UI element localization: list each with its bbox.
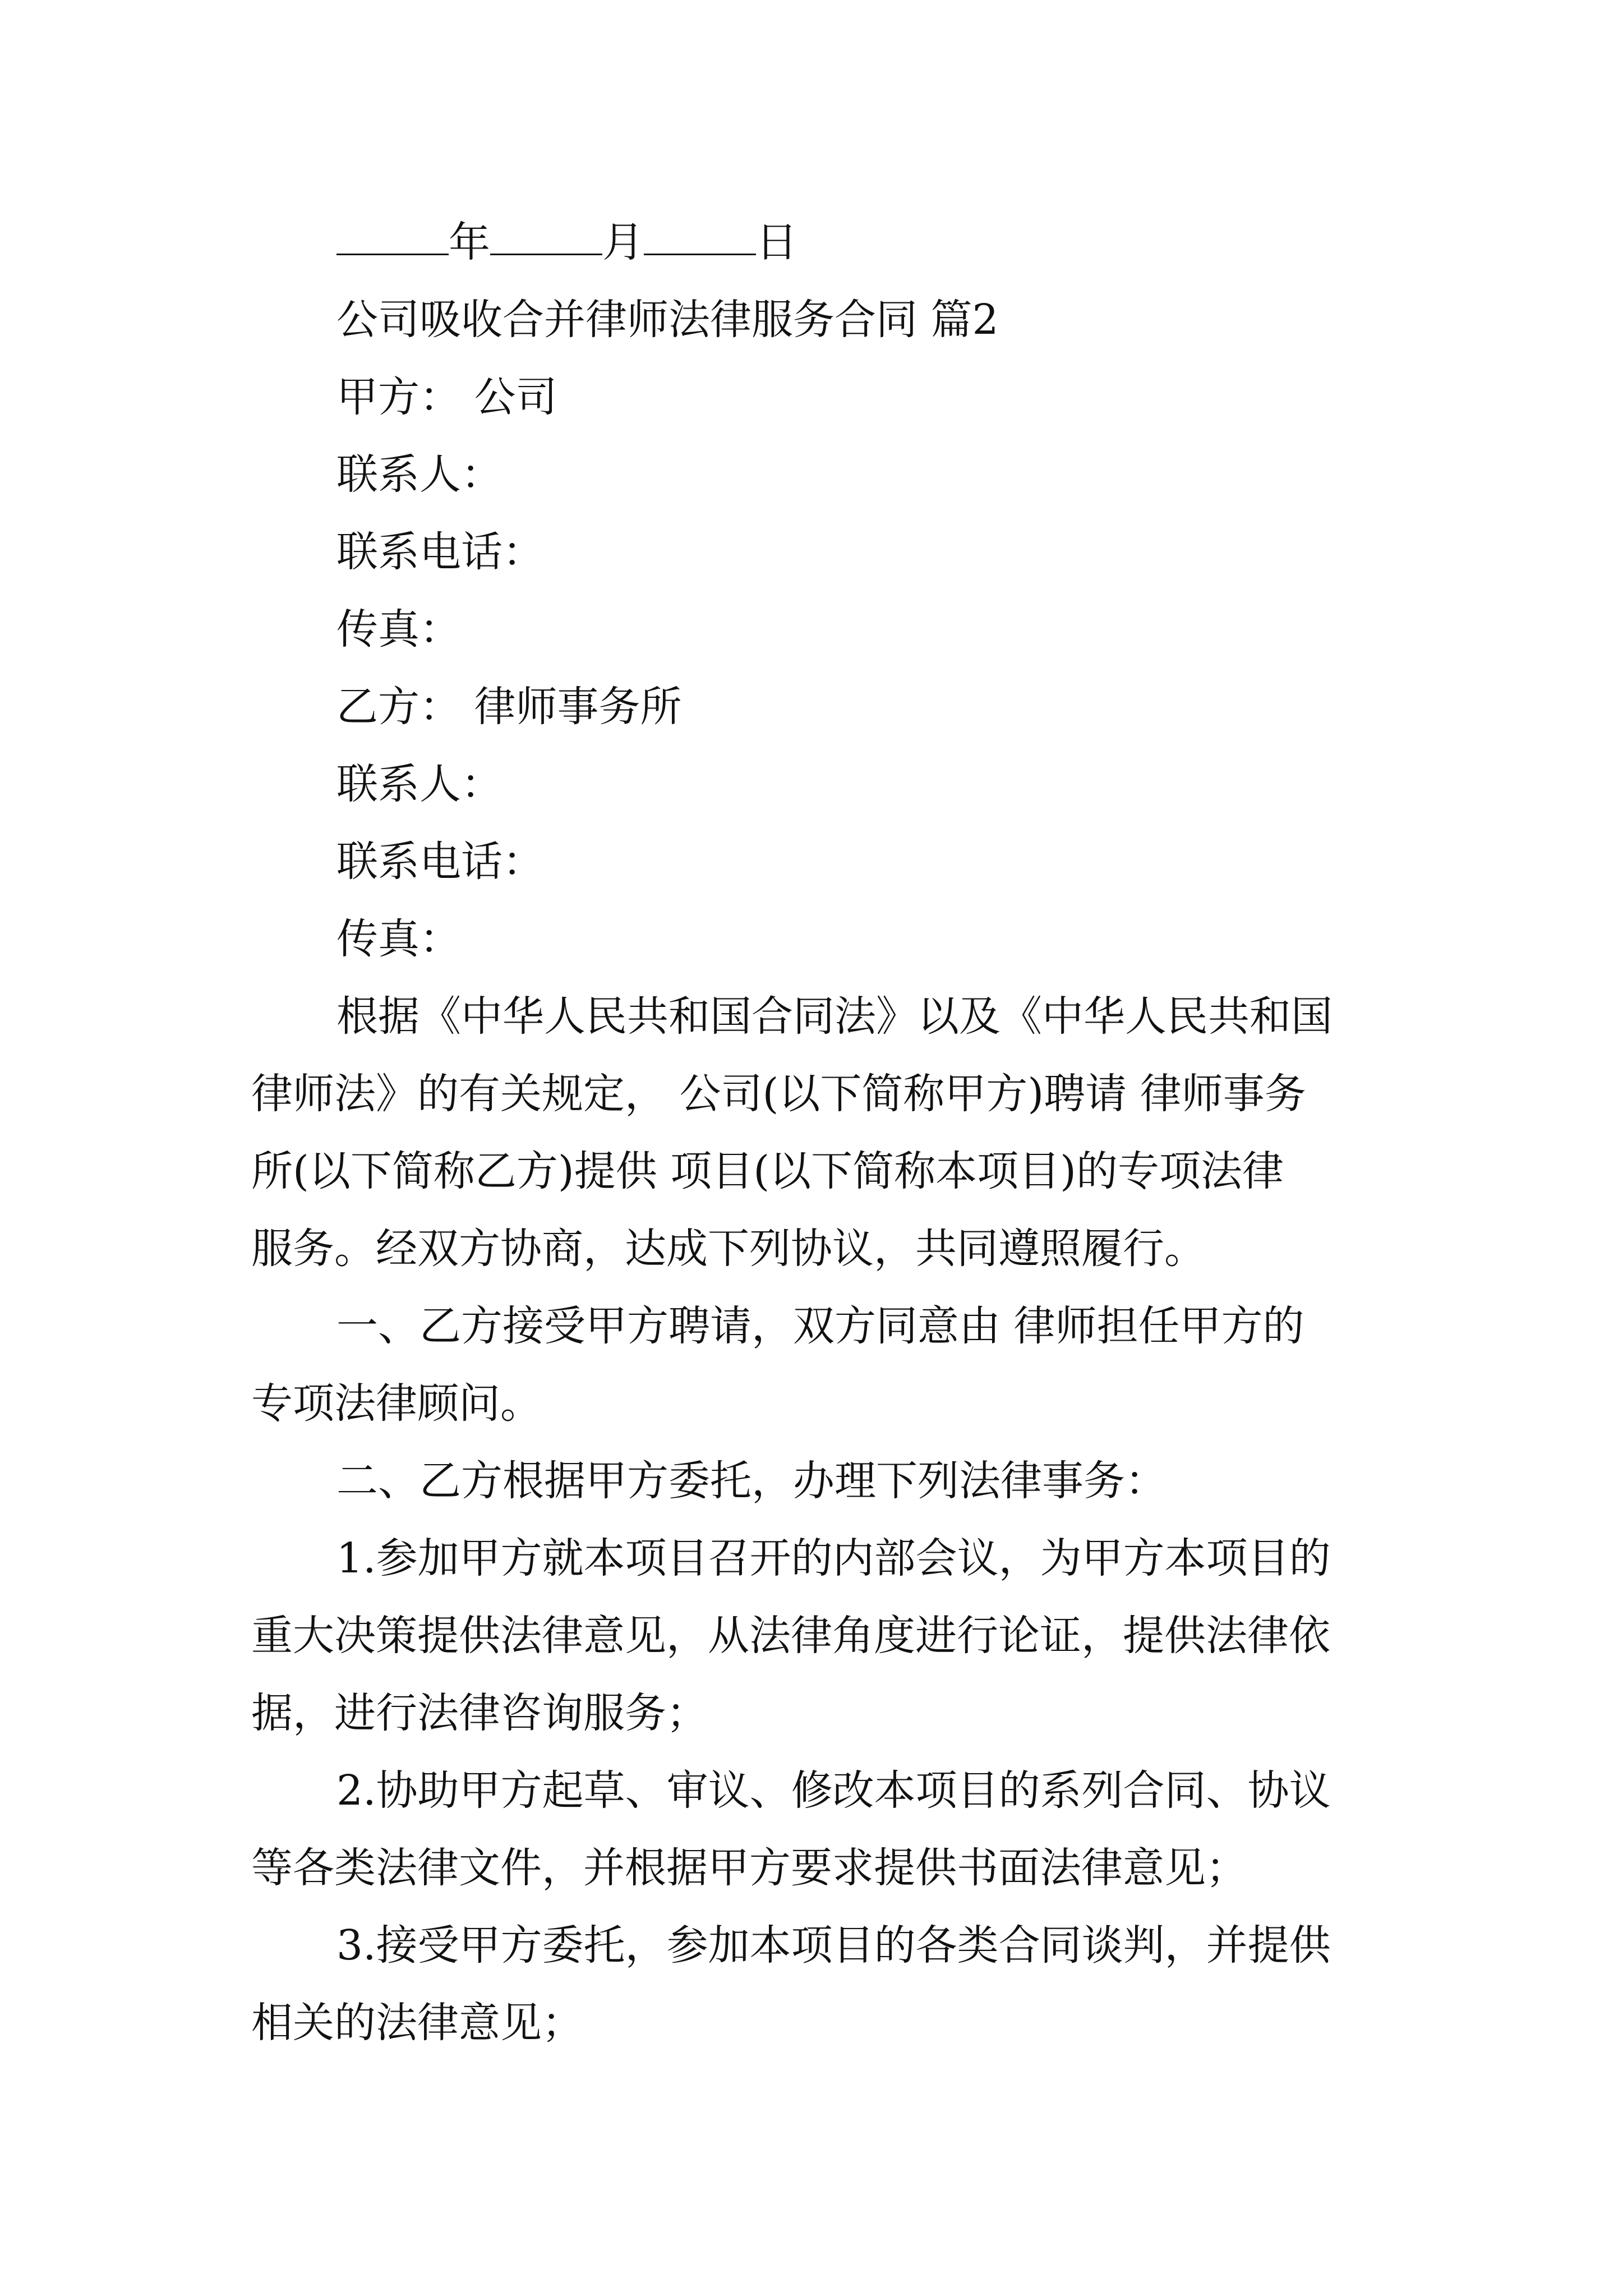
party-a-phone: 联系电话： [336, 528, 544, 576]
preamble-line: 服务。经双方协商，达成下列协议，共同遵照履行。 [251, 1225, 1206, 1273]
item-3-line: 3.接受甲方委托，参加本项目的各类合同谈判，并提供 [336, 1921, 1331, 1970]
preamble-line: 所(以下简称乙方)提供 项目(以下简称本项目)的专项法律 [251, 1147, 1284, 1195]
item-2-line: 2.协助甲方起草、审议、修改本项目的系列合同、协议 [336, 1766, 1331, 1815]
day-blank [644, 214, 756, 255]
preamble-line: 根据《中华人民共和国合同法》以及《中华人民共和国 [336, 992, 1332, 1041]
clause-2-heading: 二、乙方根据甲方委托，办理下列法律事务： [336, 1457, 1166, 1505]
year-label: 年 [449, 218, 490, 266]
party-a-fax: 传真： [336, 605, 461, 654]
item-2-line: 等各类法律文件，并根据甲方要求提供书面法律意见； [251, 1844, 1247, 1892]
clause-1-line: 专项法律顾问。 [251, 1379, 542, 1428]
item-1-line: 重大决策提供法律意见，从法律角度进行论证，提供法律依 [251, 1612, 1330, 1660]
party-a-contact: 联系人： [336, 450, 502, 499]
party-a-label: 甲方： 公司 [336, 373, 557, 421]
item-3-line: 相关的法律意见； [251, 1999, 583, 2047]
contract-title: 公司吸收合并律师法律服务合同 篇2 [336, 296, 999, 344]
party-b-contact: 联系人： [336, 760, 502, 808]
month-label: 月 [602, 218, 644, 266]
party-b-fax: 传真： [336, 915, 461, 963]
item-1-line: 1.参加甲方就本项目召开的内部会议，为甲方本项目的 [336, 1534, 1331, 1582]
party-b-phone: 联系电话： [336, 838, 544, 886]
party-b-label: 乙方： 律师事务所 [336, 683, 682, 731]
day-label: 日 [756, 218, 797, 266]
month-blank [490, 214, 602, 255]
year-blank [336, 214, 449, 255]
date-line [336, 214, 797, 270]
clause-1-line: 一、乙方接受甲方聘请，双方同意由 律师担任甲方的 [336, 1302, 1304, 1350]
item-1-line: 据，进行法律咨询服务； [251, 1689, 708, 1737]
preamble-line: 律师法》的有关规定， 公司(以下简称甲方)聘请 律师事务 [251, 1070, 1306, 1118]
